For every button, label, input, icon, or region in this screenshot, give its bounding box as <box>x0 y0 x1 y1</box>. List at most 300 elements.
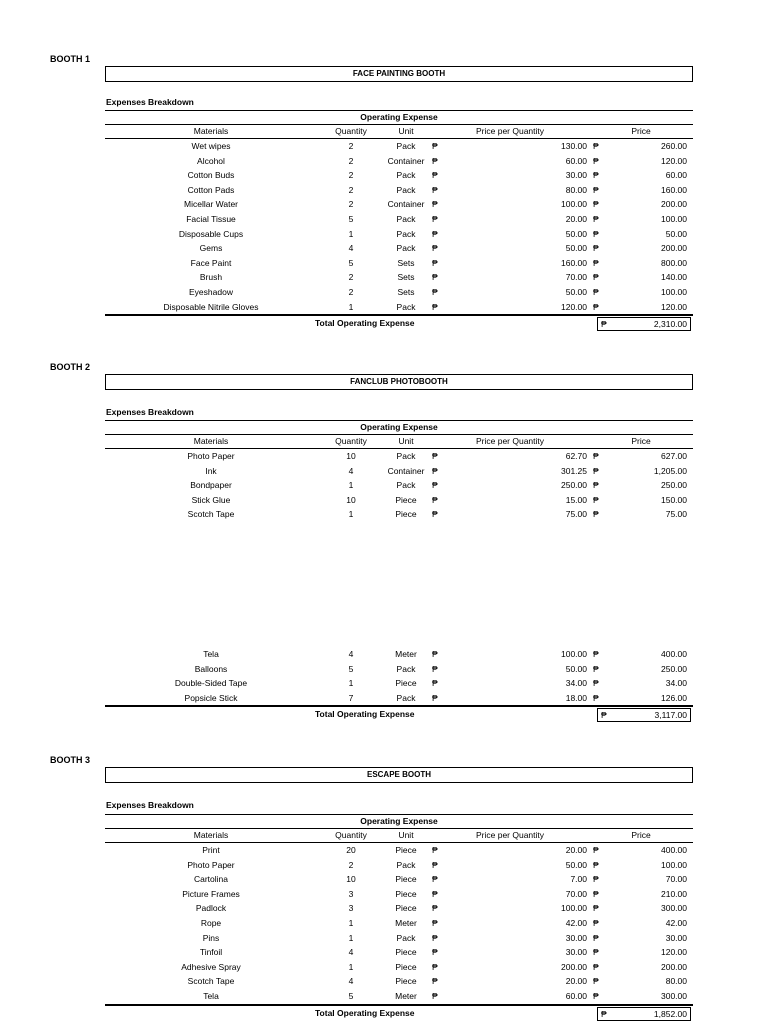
quantity-cell: 1 <box>348 301 354 312</box>
price-per-quantity-cell: 50.00 <box>565 663 587 674</box>
unit-cell: Sets <box>397 272 415 283</box>
table-row <box>105 154 693 169</box>
currency-symbol: ₱ <box>432 649 438 659</box>
material-name: Photo Paper <box>187 859 235 870</box>
table-row <box>105 901 693 916</box>
unit-cell: Piece <box>395 976 417 987</box>
price-cell: 400.00 <box>661 845 687 855</box>
unit-cell: Meter <box>395 990 417 1001</box>
currency-symbol: ₱ <box>432 678 438 689</box>
currency-symbol: ₱ <box>593 961 599 972</box>
table-row <box>105 478 693 493</box>
price-cell: 80.00 <box>665 976 687 987</box>
price-cell: 250.00 <box>661 480 687 491</box>
col-price: Price <box>631 126 651 136</box>
currency-symbol: ₱ <box>432 990 438 1001</box>
currency-symbol: ₱ <box>432 170 438 181</box>
price-cell: 50.00 <box>665 228 687 239</box>
currency-symbol: ₱ <box>432 141 438 151</box>
price-cell: 200.00 <box>661 199 687 210</box>
material-name: Gems <box>199 243 223 254</box>
currency-symbol: ₱ <box>432 213 438 224</box>
currency-symbol: ₱ <box>432 509 438 520</box>
unit-cell: Pack <box>396 480 416 491</box>
price-cell: 34.00 <box>665 678 687 689</box>
price-per-quantity-cell: 7.00 <box>570 874 587 885</box>
price-per-quantity-cell: 75.00 <box>565 509 587 520</box>
material-name: Bondpaper <box>190 480 232 491</box>
quantity-cell: 2 <box>348 286 354 297</box>
table-row <box>105 872 693 887</box>
total-amount: 3,117.00 <box>654 710 687 721</box>
quantity-cell: 4 <box>348 976 354 987</box>
currency-symbol: ₱ <box>593 903 599 914</box>
col-price-per-quantity: Price per Quantity <box>475 436 545 446</box>
quantity-cell: 1 <box>348 678 354 689</box>
material-name: Disposable Nitrile Gloves <box>163 301 259 312</box>
quantity-cell: 2 <box>348 170 354 181</box>
quantity-cell: 1 <box>348 961 354 972</box>
unit-cell: Pack <box>396 228 416 239</box>
price-per-quantity-cell: 42.00 <box>565 917 587 928</box>
total-amount-box <box>597 1007 691 1021</box>
total-operating-expense-label: Total Operating Expense <box>315 1007 415 1018</box>
material-name: Wet wipes <box>191 141 231 151</box>
booth-label: BOOTH 2 <box>50 362 91 372</box>
material-name: Ink <box>205 465 217 476</box>
quantity-cell: 1 <box>348 917 354 928</box>
total-operating-expense-label: Total Operating Expense <box>315 318 415 329</box>
table-row <box>105 858 693 873</box>
material-name: Photo Paper <box>187 451 235 461</box>
currency-symbol: ₱ <box>593 845 599 855</box>
material-name: Double-Sided Tape <box>174 678 248 689</box>
table-row <box>105 227 693 242</box>
material-name: Tela <box>203 990 219 1001</box>
currency-symbol: ₱ <box>593 874 599 885</box>
total-row <box>105 705 693 722</box>
currency-symbol: ₱ <box>593 257 599 268</box>
currency-symbol: ₱ <box>593 888 599 899</box>
currency-symbol: ₱ <box>432 301 438 312</box>
unit-cell: Container <box>387 465 425 476</box>
price-per-quantity-cell: 80.00 <box>565 184 587 195</box>
expense-table <box>105 420 693 522</box>
price-per-quantity-cell: 50.00 <box>565 859 587 870</box>
quantity-cell: 7 <box>348 692 354 703</box>
currency-symbol: ₱ <box>593 859 599 870</box>
currency-symbol: ₱ <box>593 301 599 312</box>
table-row <box>105 676 693 691</box>
material-name: Eyeshadow <box>189 286 233 297</box>
table-row <box>105 183 693 198</box>
currency-symbol: ₱ <box>593 494 599 505</box>
price-per-quantity-cell: 130.00 <box>561 141 587 151</box>
price-cell: 75.00 <box>665 509 687 520</box>
material-name: Cartolina <box>193 874 229 885</box>
table-row <box>105 139 693 154</box>
currency-symbol: ₱ <box>432 663 438 674</box>
material-name: Print <box>202 845 220 855</box>
currency-symbol: ₱ <box>593 917 599 928</box>
total-amount-box <box>597 317 691 331</box>
operating-expense-header: Operating Expense <box>105 420 693 434</box>
material-name: Stick Glue <box>191 494 231 505</box>
unit-cell: Piece <box>395 509 417 520</box>
booth-title: ESCAPE BOOTH <box>105 767 693 783</box>
price-cell: 150.00 <box>661 494 687 505</box>
unit-cell: Pack <box>396 451 416 461</box>
col-quantity: Quantity <box>335 126 367 136</box>
total-amount: 1,852.00 <box>653 1008 687 1019</box>
material-name: Facial Tissue <box>186 213 236 224</box>
unit-cell: Piece <box>395 845 417 855</box>
unit-cell: Pack <box>396 301 416 312</box>
currency-symbol: ₱ <box>432 917 438 928</box>
currency-symbol: ₱ <box>432 903 438 914</box>
price-per-quantity-cell: 30.00 <box>565 932 587 943</box>
booth-label: BOOTH 1 <box>50 54 91 64</box>
unit-cell: Container <box>387 155 425 166</box>
currency-symbol: ₱ <box>593 184 599 195</box>
material-name: Popsicle Stick <box>184 692 238 703</box>
unit-cell: Pack <box>396 141 416 151</box>
material-name: Disposable Cups <box>178 228 244 239</box>
table-row <box>105 256 693 271</box>
quantity-cell: 2 <box>348 199 354 210</box>
price-per-quantity-cell: 100.00 <box>561 903 587 914</box>
unit-cell: Pack <box>396 663 416 674</box>
table-row <box>105 647 693 662</box>
price-cell: 120.00 <box>661 947 687 958</box>
col-unit: Unit <box>398 830 414 840</box>
price-per-quantity-cell: 18.00 <box>565 692 587 703</box>
col-quantity: Quantity <box>335 436 367 446</box>
unit-cell: Pack <box>396 932 416 943</box>
quantity-cell: 4 <box>348 947 354 958</box>
currency-symbol: ₱ <box>432 465 438 476</box>
price-cell: 60.00 <box>665 170 687 181</box>
currency-symbol: ₱ <box>593 451 599 461</box>
col-price-per-quantity: Price per Quantity <box>475 126 545 136</box>
price-per-quantity-cell: 60.00 <box>565 990 587 1001</box>
material-name: Adhesive Spray <box>181 961 241 972</box>
material-name: Pins <box>202 932 220 943</box>
price-cell: 100.00 <box>661 286 687 297</box>
column-header-row <box>105 828 693 843</box>
currency-symbol: ₱ <box>432 859 438 870</box>
expense-table <box>105 110 693 331</box>
expense-table-continued <box>105 647 693 722</box>
price-per-quantity-cell: 20.00 <box>565 976 587 987</box>
price-cell: 260.00 <box>661 141 687 151</box>
unit-cell: Piece <box>395 947 417 958</box>
expenses-breakdown-label: Expenses Breakdown <box>106 97 194 107</box>
price-per-quantity-cell: 30.00 <box>565 947 587 958</box>
price-per-quantity-cell: 200.00 <box>561 961 587 972</box>
currency-symbol: ₱ <box>593 976 599 987</box>
price-cell: 400.00 <box>661 649 687 659</box>
price-per-quantity-cell: 50.00 <box>565 286 587 297</box>
price-per-quantity-cell: 70.00 <box>565 888 587 899</box>
currency-symbol: ₱ <box>593 692 599 703</box>
price-per-quantity-cell: 20.00 <box>565 213 587 224</box>
table-row <box>105 691 693 706</box>
unit-cell: Pack <box>396 243 416 254</box>
unit-cell: Piece <box>395 678 417 689</box>
operating-expense-header: Operating Expense <box>105 814 693 828</box>
quantity-cell: 2 <box>348 155 354 166</box>
quantity-cell: 3 <box>348 903 354 914</box>
col-price-per-quantity: Price per Quantity <box>475 830 545 840</box>
quantity-cell: 5 <box>348 990 354 1001</box>
price-cell: 300.00 <box>661 990 687 1001</box>
total-row <box>105 1004 693 1021</box>
quantity-cell: 4 <box>348 465 354 476</box>
table-row <box>105 464 693 479</box>
price-cell: 200.00 <box>661 961 687 972</box>
quantity-cell: 5 <box>348 213 354 224</box>
quantity-cell: 2 <box>348 859 354 870</box>
currency-symbol: ₱ <box>593 286 599 297</box>
price-cell: 300.00 <box>661 903 687 914</box>
price-per-quantity-cell: 50.00 <box>565 228 587 239</box>
unit-cell: Container <box>387 199 425 210</box>
price-per-quantity-cell: 62.70 <box>565 451 587 461</box>
unit-cell: Pack <box>396 170 416 181</box>
price-per-quantity-cell: 301.25 <box>561 465 587 476</box>
unit-cell: Piece <box>395 874 417 885</box>
currency-symbol: ₱ <box>593 947 599 958</box>
currency-symbol: ₱ <box>593 141 599 151</box>
currency-symbol: ₱ <box>432 692 438 703</box>
currency-symbol: ₱ <box>432 947 438 958</box>
quantity-cell: 4 <box>348 243 354 254</box>
unit-cell: Pack <box>396 692 416 703</box>
table-row <box>105 916 693 931</box>
quantity-cell: 2 <box>348 184 354 195</box>
quantity-cell: 2 <box>348 272 354 283</box>
table-row <box>105 168 693 183</box>
col-materials: Materials <box>193 830 229 840</box>
quantity-cell: 4 <box>348 649 354 659</box>
currency-symbol: ₱ <box>432 845 438 855</box>
column-header-row <box>105 434 693 449</box>
currency-symbol: ₱ <box>432 286 438 297</box>
currency-symbol: ₱ <box>593 649 599 659</box>
currency-symbol: ₱ <box>432 243 438 254</box>
material-name: Picture Frames <box>182 888 240 899</box>
table-row <box>105 945 693 960</box>
unit-cell: Pack <box>396 213 416 224</box>
currency-symbol: ₱ <box>593 663 599 674</box>
quantity-cell: 5 <box>348 257 354 268</box>
material-name: Tela <box>203 649 219 659</box>
material-name: Micellar Water <box>184 199 238 210</box>
price-per-quantity-cell: 70.00 <box>565 272 587 283</box>
currency-symbol: ₱ <box>593 228 599 239</box>
booth-title: FANCLUB PHOTOBOOTH <box>105 374 693 390</box>
table-row <box>105 662 693 677</box>
currency-symbol: ₱ <box>601 319 607 330</box>
price-cell: 100.00 <box>661 213 687 224</box>
price-per-quantity-cell: 20.00 <box>565 845 587 855</box>
unit-cell: Piece <box>395 961 417 972</box>
price-cell: 42.00 <box>665 917 687 928</box>
table-row <box>105 989 693 1004</box>
quantity-cell: 1 <box>348 932 354 943</box>
unit-cell: Sets <box>397 257 415 268</box>
price-cell: 210.00 <box>661 888 687 899</box>
quantity-cell: 1 <box>348 509 354 520</box>
currency-symbol: ₱ <box>432 494 438 505</box>
table-row <box>105 931 693 946</box>
currency-symbol: ₱ <box>593 155 599 166</box>
total-amount-box <box>597 708 691 722</box>
material-name: Tinfoil <box>199 947 223 958</box>
price-cell: 800.00 <box>661 257 687 268</box>
currency-symbol: ₱ <box>593 990 599 1001</box>
table-row <box>105 300 693 315</box>
price-cell: 126.00 <box>661 692 687 703</box>
expense-table <box>105 814 693 1021</box>
price-per-quantity-cell: 50.00 <box>565 243 587 254</box>
currency-symbol: ₱ <box>601 710 607 721</box>
price-per-quantity-cell: 120.00 <box>561 301 587 312</box>
price-cell: 70.00 <box>665 874 687 885</box>
currency-symbol: ₱ <box>432 888 438 899</box>
col-materials: Materials <box>193 126 229 136</box>
price-cell: 30.00 <box>665 932 687 943</box>
unit-cell: Meter <box>395 917 417 928</box>
price-cell: 140.00 <box>661 272 687 283</box>
unit-cell: Sets <box>397 286 415 297</box>
price-cell: 160.00 <box>661 184 687 195</box>
table-row <box>105 493 693 508</box>
price-cell: 120.00 <box>661 301 687 312</box>
unit-cell: Pack <box>396 859 416 870</box>
currency-symbol: ₱ <box>601 1008 607 1019</box>
currency-symbol: ₱ <box>593 243 599 254</box>
material-name: Cotton Buds <box>187 170 235 181</box>
unit-cell: Meter <box>395 649 417 659</box>
currency-symbol: ₱ <box>593 199 599 210</box>
table-row <box>105 197 693 212</box>
currency-symbol: ₱ <box>432 932 438 943</box>
price-cell: 200.00 <box>661 243 687 254</box>
quantity-cell: 1 <box>348 480 354 491</box>
material-name: Balloons <box>194 663 228 674</box>
table-row <box>105 270 693 285</box>
table-row <box>105 507 693 522</box>
price-per-quantity-cell: 100.00 <box>561 649 587 659</box>
price-per-quantity-cell: 250.00 <box>561 480 587 491</box>
col-materials: Materials <box>193 436 229 446</box>
table-row <box>105 241 693 256</box>
quantity-cell: 3 <box>348 888 354 899</box>
unit-cell: Piece <box>395 903 417 914</box>
col-unit: Unit <box>398 436 414 446</box>
material-name: Brush <box>199 272 223 283</box>
currency-symbol: ₱ <box>432 199 438 210</box>
currency-symbol: ₱ <box>432 480 438 491</box>
table-row <box>105 974 693 989</box>
currency-symbol: ₱ <box>432 257 438 268</box>
price-cell: 1,205.00 <box>653 465 687 476</box>
unit-cell: Piece <box>395 494 417 505</box>
currency-symbol: ₱ <box>593 465 599 476</box>
price-per-quantity-cell: 160.00 <box>561 257 587 268</box>
price-cell: 250.00 <box>661 663 687 674</box>
table-row <box>105 960 693 975</box>
booth-title: FACE PAINTING BOOTH <box>105 66 693 82</box>
price-cell: 627.00 <box>661 451 687 461</box>
col-unit: Unit <box>398 126 414 136</box>
currency-symbol: ₱ <box>593 480 599 491</box>
currency-symbol: ₱ <box>593 213 599 224</box>
operating-expense-header: Operating Expense <box>105 110 693 124</box>
total-amount: 2,310.00 <box>653 319 687 330</box>
table-row <box>105 887 693 902</box>
price-per-quantity-cell: 15.00 <box>565 494 587 505</box>
total-operating-expense-label: Total Operating Expense <box>315 709 415 720</box>
unit-cell: Piece <box>395 888 417 899</box>
currency-symbol: ₱ <box>432 451 438 461</box>
total-row <box>105 314 693 331</box>
col-price: Price <box>631 436 651 446</box>
material-name: Face Paint <box>190 257 232 268</box>
currency-symbol: ₱ <box>593 509 599 520</box>
price-per-quantity-cell: 60.00 <box>565 155 587 166</box>
table-row <box>105 843 693 858</box>
currency-symbol: ₱ <box>432 184 438 195</box>
table-row <box>105 285 693 300</box>
col-quantity: Quantity <box>335 830 367 840</box>
currency-symbol: ₱ <box>593 170 599 181</box>
price-per-quantity-cell: 30.00 <box>565 170 587 181</box>
price-per-quantity-cell: 100.00 <box>561 199 587 210</box>
currency-symbol: ₱ <box>432 155 438 166</box>
currency-symbol: ₱ <box>593 272 599 283</box>
price-per-quantity-cell: 34.00 <box>565 678 587 689</box>
currency-symbol: ₱ <box>432 961 438 972</box>
material-name: Padlock <box>195 903 227 914</box>
material-name: Rope <box>200 917 222 928</box>
price-cell: 120.00 <box>661 155 687 166</box>
currency-symbol: ₱ <box>593 678 599 689</box>
price-cell: 100.00 <box>661 859 687 870</box>
expenses-breakdown-label: Expenses Breakdown <box>106 407 194 417</box>
quantity-cell: 2 <box>348 141 354 151</box>
currency-symbol: ₱ <box>432 874 438 885</box>
quantity-cell: 10 <box>346 451 356 461</box>
quantity-cell: 1 <box>348 228 354 239</box>
material-name: Scotch Tape <box>187 976 235 987</box>
booth-label: BOOTH 3 <box>50 755 91 765</box>
quantity-cell: 20 <box>346 845 356 855</box>
column-header-row <box>105 124 693 139</box>
quantity-cell: 10 <box>346 494 356 505</box>
material-name: Alcohol <box>197 155 225 166</box>
currency-symbol: ₱ <box>593 932 599 943</box>
unit-cell: Pack <box>396 184 416 195</box>
material-name: Cotton Pads <box>187 184 235 195</box>
quantity-cell: 10 <box>346 874 356 885</box>
currency-symbol: ₱ <box>432 228 438 239</box>
table-row <box>105 449 693 464</box>
currency-symbol: ₱ <box>432 272 438 283</box>
currency-symbol: ₱ <box>432 976 438 987</box>
